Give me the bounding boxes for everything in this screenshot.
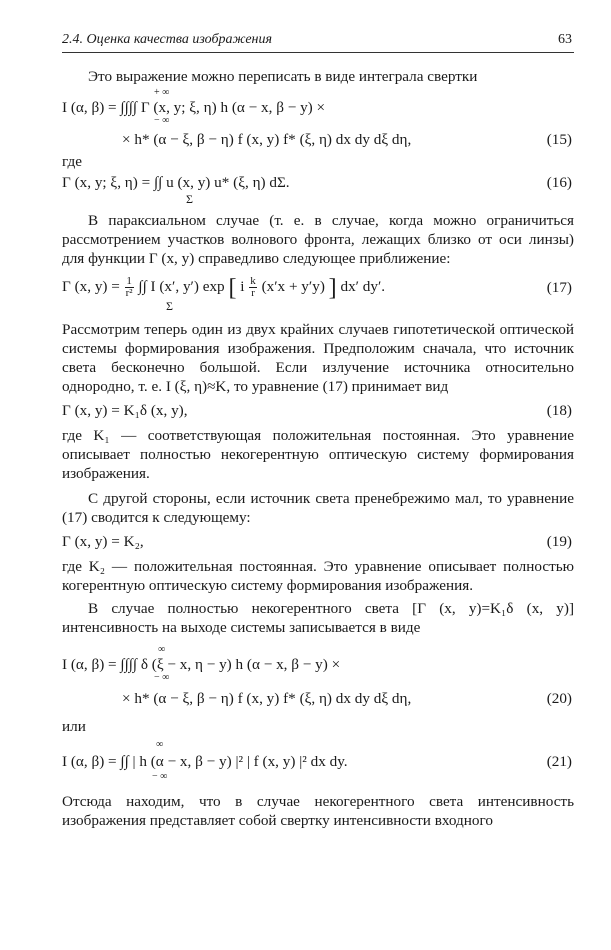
label-or: или (62, 718, 86, 735)
eq21-upper-limit: ∞ (156, 739, 164, 750)
eq20-upper-limit: ∞ (158, 644, 166, 655)
eq16-subscript: Σ (186, 192, 193, 206)
eq17-end: dx′ dy′. (340, 277, 386, 295)
eq19-body: Γ (x, y) = K₂, (62, 533, 144, 550)
equation-20 (62, 643, 574, 713)
label-where-1: где (62, 153, 82, 170)
eq17-subscript: Σ (166, 299, 173, 313)
eq17-i: i (240, 277, 245, 295)
paragraph-small-source: С другой стороны, если источник света пренебрежимо мал, то уравнение (17) сводится к следующему: (62, 490, 574, 526)
equation-18 (62, 398, 574, 424)
eq17-frac2-den: r (251, 287, 255, 299)
equation-19 (62, 529, 574, 555)
eq17-frac-num: 1 (126, 275, 132, 287)
eq17-right-bracket: ] (328, 274, 337, 301)
eq17-body (62, 276, 385, 299)
eq17-inner: (x′x + y′y) (261, 277, 325, 295)
eq17-frac2-num: k (250, 275, 256, 287)
paragraph-conclusion: Отсюда находим, что в случае некогерентного света интенсивность изображения представляет собой свертку интенсивности входного (62, 793, 574, 829)
paragraph-incoherent: В случае полностью некогерентного света [Γ (x, y)=K₁δ (x, y)] интенсивность на выходе системы записывается в виде (62, 600, 574, 636)
eq17-left-bracket: [ (228, 274, 237, 301)
eq15-line-2: × h* (α − ξ, β − η) f (x, y) f* (ξ, η) dx dy dξ dη, (122, 131, 412, 148)
equation-16 (62, 171, 574, 207)
page-number: 63 (558, 32, 572, 47)
section-title: 2.4. Оценка качества изображения (62, 32, 272, 47)
eq17-left: Γ (x, y) = (62, 277, 120, 295)
eq15-upper-limit: + ∞ (154, 87, 170, 98)
eq19-number: (19) (546, 533, 572, 550)
eq15-lower-limit: − ∞ (154, 115, 170, 126)
eq21-number: (21) (546, 753, 572, 770)
eq16-number: (16) (546, 174, 572, 191)
eq16-body: Γ (x, y; ξ, η) = ∫∫ u (x, y) u* (ξ, η) dΣ. (62, 174, 290, 191)
paragraph-extreme-cases: Рассмотрим теперь один из двух крайних случаев гипотетической оптической системы формирования изображения. Предположим сначала, что источник света бесконечно большой. Если излучение источника относительно однородно, т. е. I (ξ, η)≈K, то уравнение (17) принимает вид (62, 321, 574, 395)
eq20-number: (20) (546, 690, 572, 707)
eq17-fraction-2 (249, 276, 257, 299)
equation-15 (62, 86, 574, 152)
eq17-fraction (125, 276, 134, 299)
paragraph-k2: где K₂ — положительная постоянная. Это уравнение описывает полностью когерентную оптическую систему формирования изображения. (62, 558, 574, 594)
eq21-lower-limit: − ∞ (152, 771, 168, 782)
equation-21 (62, 740, 574, 788)
eq20-line-1: I (α, β) = ∫∫∫∫ δ (ξ − x, η − y) h (α − x, β − y) × (62, 656, 341, 673)
eq18-body: Γ (x, y) = K₁δ (x, y), (62, 402, 188, 419)
eq17-frac-den: r² (125, 287, 133, 299)
paragraph-convolution-intro: Это выражение можно переписать в виде интеграла свертки (88, 68, 478, 85)
paragraph-k1: где K₁ — соответствующая положительная постоянная. Это уравнение описывает полностью некогерентную оптическую систему формирования изображения. (62, 427, 574, 482)
running-header (62, 30, 574, 53)
eq21-body: I (α, β) = ∫∫ | h (α − x, β − y) |² | f (x, y) |² dx dy. (62, 753, 348, 770)
eq18-number: (18) (546, 402, 572, 419)
equation-17 (62, 270, 574, 316)
paragraph-paraxial: В параксиальном случае (т. е. в случае, когда можно ограничиться рассмотрением участков волнового фронта, лежащих близко от оси линзы) для функции Γ (x, y) справедливо следующее приближение: (62, 212, 574, 267)
eq15-line-1: I (α, β) = ∫∫∫∫ Γ (x, y; ξ, η) h (α − x, β − y) × (62, 99, 326, 116)
eq17-number: (17) (546, 279, 572, 296)
eq15-number: (15) (546, 131, 572, 148)
eq17-mid: ∫∫ I (x′, y′) exp (138, 277, 225, 295)
eq20-lower-limit: − ∞ (154, 672, 170, 683)
eq20-line-2: × h* (α − ξ, β − η) f (x, y) f* (ξ, η) dx dy dξ dη, (122, 690, 412, 707)
book-page (62, 30, 574, 830)
